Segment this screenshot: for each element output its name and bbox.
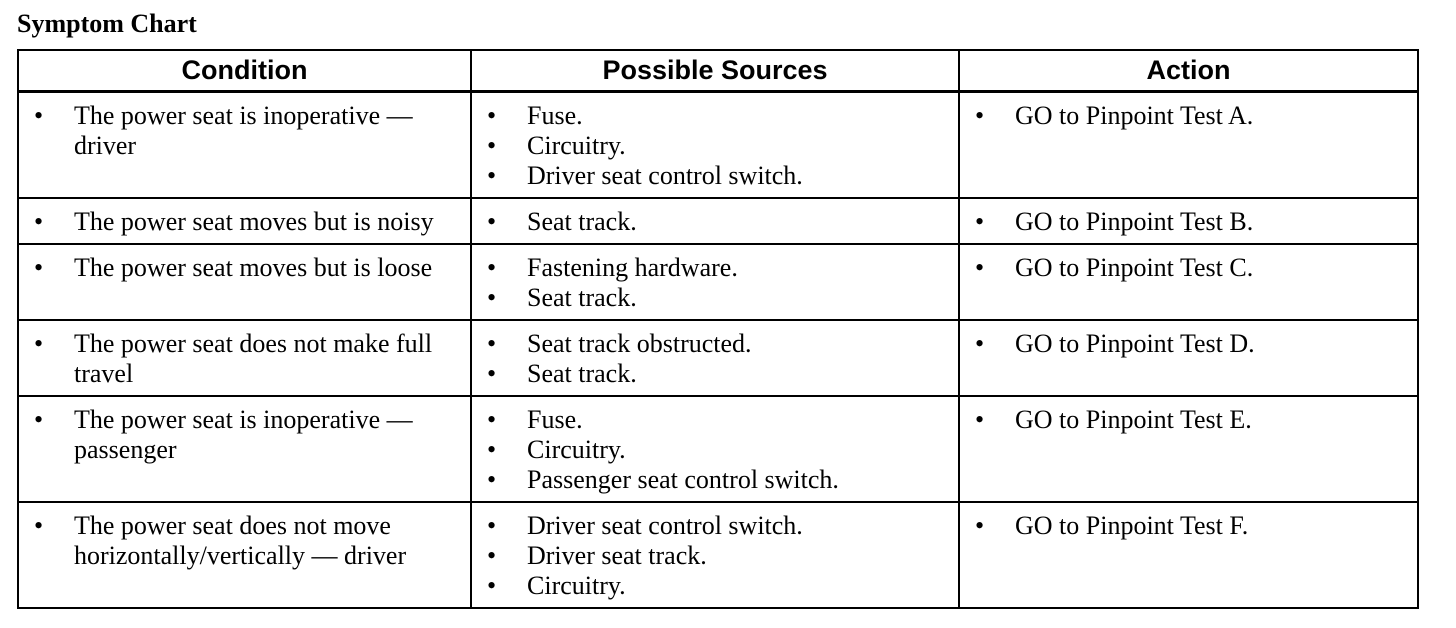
table-row [18,244,1418,320]
list-item-text: Fuse. [527,101,583,130]
bullet-icon: • [34,101,44,130]
bullet-list [472,405,948,495]
list-item-text: GO to Pinpoint Test B. [1015,207,1254,236]
header-possible-sources: Possible Sources [471,50,959,92]
symptom-table [17,49,1419,609]
header-condition: Condition [18,50,471,92]
list-item [472,253,948,283]
table-header-row [18,50,1418,92]
list-item [19,329,460,389]
condition-cell [18,198,471,244]
bullet-list [472,253,948,313]
bullet-icon: • [975,207,985,236]
condition-cell [18,502,471,608]
list-item-text: GO to Pinpoint Test A. [1015,101,1254,130]
list-item [472,131,948,161]
list-item [960,329,1407,359]
bullet-icon: • [487,101,497,130]
bullet-list [19,329,460,389]
list-item [960,511,1407,541]
bullet-icon: • [487,283,497,312]
table-row [18,320,1418,396]
list-item-text: Fuse. [527,405,583,434]
possible-sources-cell [471,320,959,396]
possible-sources-cell [471,198,959,244]
bullet-list [960,405,1407,435]
list-item-text: Driver seat control switch. [527,161,803,190]
condition-cell [18,244,471,320]
table-row [18,502,1418,608]
bullet-icon: • [34,405,44,434]
list-item-text: Seat track. [527,283,637,312]
list-item-text: Driver seat control switch. [527,511,803,540]
list-item [472,435,948,465]
list-item-text: GO to Pinpoint Test F. [1015,511,1249,540]
condition-cell [18,396,471,502]
table-row [18,92,1418,199]
list-item-text: Driver seat track. [527,541,707,570]
list-item-text: The power seat moves but is loose [74,253,433,282]
action-cell [959,502,1418,608]
table-body [18,92,1418,609]
list-item-text: Fastening hardware. [527,253,738,282]
list-item [472,541,948,571]
bullet-list [960,511,1407,541]
bullet-icon: • [487,435,497,464]
bullet-list [19,253,460,283]
bullet-icon: • [34,329,44,358]
bullet-icon: • [34,207,44,236]
bullet-list [960,207,1407,237]
list-item-text: Seat track. [527,359,637,388]
list-item-text: The power seat is inoperative — passenger [74,405,413,464]
header-action: Action [959,50,1418,92]
list-item [472,283,948,313]
bullet-icon: • [487,405,497,434]
table-row [18,198,1418,244]
bullet-list [472,207,948,237]
bullet-list [19,207,460,237]
list-item-text: The power seat moves but is noisy [74,207,434,236]
list-item-text: The power seat does not make full travel [74,329,433,388]
list-item [472,101,948,131]
bullet-icon: • [487,465,497,494]
action-cell [959,244,1418,320]
page-title: Symptom Chart [17,9,197,38]
list-item-text: The power seat does not move horizontally/vertically — driver [74,511,407,570]
possible-sources-cell [471,92,959,199]
condition-cell [18,92,471,199]
list-item-text: Circuitry. [527,131,626,160]
bullet-icon: • [487,359,497,388]
list-item-text: Seat track obstructed. [527,329,752,358]
bullet-list [472,101,948,191]
bullet-icon: • [34,253,44,282]
list-item-text: Circuitry. [527,571,626,600]
bullet-icon: • [487,131,497,160]
list-item [960,101,1407,131]
bullet-list [472,511,948,601]
list-item [472,207,948,237]
bullet-icon: • [487,161,497,190]
list-item [19,253,460,283]
bullet-list [472,329,948,389]
possible-sources-cell [471,244,959,320]
list-item [472,511,948,541]
list-item-text: GO to Pinpoint Test E. [1015,405,1252,434]
list-item [19,405,460,465]
list-item [472,405,948,435]
list-item-text: GO to Pinpoint Test D. [1015,329,1255,358]
bullet-icon: • [487,253,497,282]
action-cell [959,396,1418,502]
list-item [19,101,460,161]
bullet-icon: • [34,511,44,540]
list-item [472,571,948,601]
bullet-icon: • [487,571,497,600]
list-item [960,253,1407,283]
bullet-list [19,101,460,161]
list-item-text: The power seat is inoperative — driver [74,101,413,160]
list-item [472,161,948,191]
list-item [960,207,1407,237]
list-item [19,207,460,237]
bullet-icon: • [975,253,985,282]
list-item-text: Seat track. [527,207,637,236]
action-cell [959,198,1418,244]
bullet-icon: • [975,329,985,358]
bullet-list [960,101,1407,131]
bullet-list [19,405,460,465]
bullet-icon: • [975,101,985,130]
list-item [472,359,948,389]
bullet-list [960,253,1407,283]
bullet-icon: • [975,405,985,434]
bullet-icon: • [487,541,497,570]
list-item [472,465,948,495]
list-item-text: GO to Pinpoint Test C. [1015,253,1254,282]
possible-sources-cell [471,502,959,608]
bullet-icon: • [487,511,497,540]
possible-sources-cell [471,396,959,502]
bullet-list [960,329,1407,359]
action-cell [959,92,1418,199]
bullet-list [19,511,460,571]
action-cell [959,320,1418,396]
condition-cell [18,320,471,396]
bullet-icon: • [487,207,497,236]
list-item-text: Circuitry. [527,435,626,464]
list-item [19,511,460,571]
list-item [472,329,948,359]
list-item [960,405,1407,435]
bullet-icon: • [487,329,497,358]
table-row [18,396,1418,502]
list-item-text: Passenger seat control switch. [527,465,839,494]
bullet-icon: • [975,511,985,540]
